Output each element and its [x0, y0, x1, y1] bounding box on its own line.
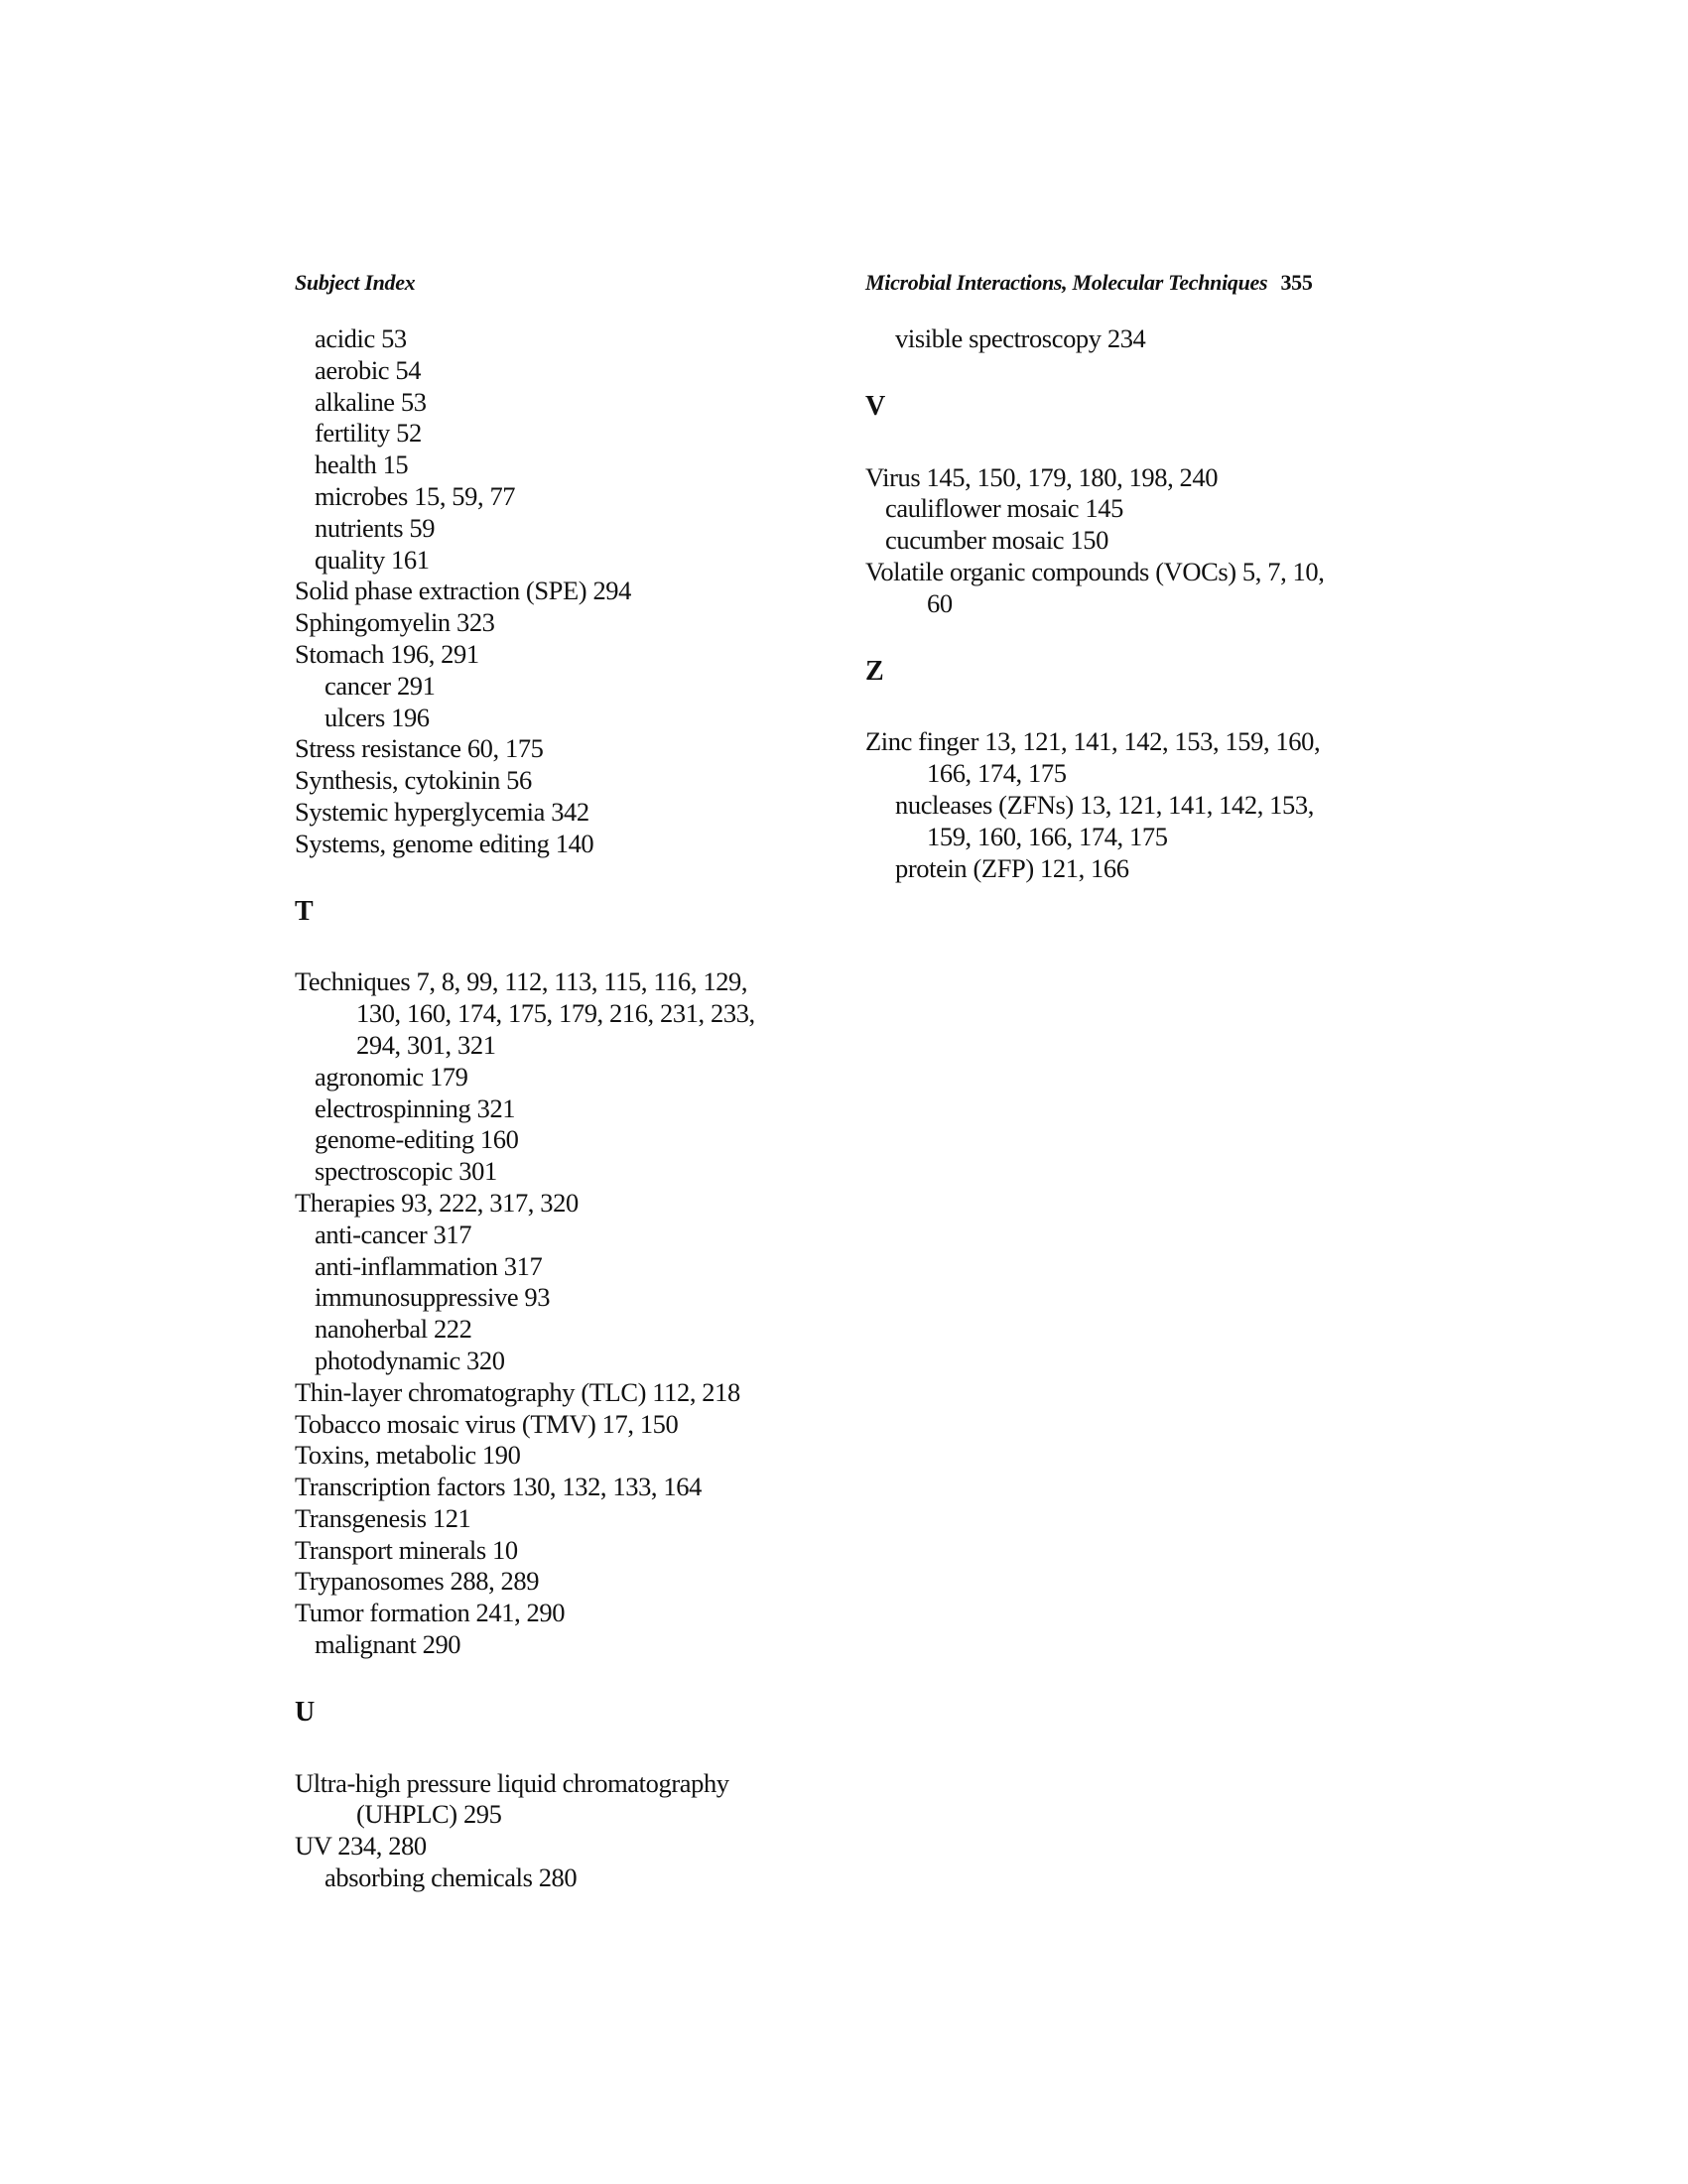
section-letter-heading: U: [295, 1696, 315, 1728]
index-subentry: malignant 290: [315, 1629, 461, 1660]
index-entry: Therapies 93, 222, 317, 320: [295, 1187, 579, 1218]
index-entry: Transport minerals 10: [295, 1534, 518, 1565]
index-entry: Techniques 7, 8, 99, 112, 113, 115, 116, 129,: [295, 966, 748, 997]
index-entry: Ultra-high pressure liquid chromatography: [295, 1767, 729, 1798]
index-subentry: cauliflower mosaic 145: [885, 493, 1123, 524]
index-entry: Virus 145, 150, 179, 180, 198, 240: [865, 461, 1219, 492]
index-entry: Tumor formation 241, 290: [295, 1598, 566, 1628]
index-subentry: agronomic 179: [315, 1061, 468, 1092]
index-entry: Transcription factors 130, 132, 133, 164: [295, 1472, 702, 1502]
index-entry-continuation: 159, 160, 166, 174, 175: [927, 821, 1168, 851]
index-entry: Volatile organic compounds (VOCs) 5, 7, 10,: [865, 556, 1325, 586]
index-entry-continuation: 130, 160, 174, 175, 179, 216, 231, 233,: [356, 998, 755, 1029]
index-subentry: quality 161: [315, 544, 430, 575]
index-entry: Stomach 196, 291: [295, 638, 479, 669]
index-subentry: spectroscopic 301: [315, 1156, 497, 1187]
index-column-left: [295, 323, 831, 1894]
index-column-right: [865, 323, 1401, 884]
index-entry: Thin-layer chromatography (TLC) 112, 218: [295, 1376, 740, 1407]
index-subentry: protein (ZFP) 121, 166: [895, 852, 1129, 883]
index-entry: Synthesis, cytokinin 56: [295, 765, 532, 796]
index-subentry: health 15: [315, 450, 409, 480]
index-entry: UV 234, 280: [295, 1831, 427, 1862]
index-entry: Trypanosomes 288, 289: [295, 1566, 540, 1597]
index-subentry: absorbing chemicals 280: [325, 1863, 578, 1893]
section-letter-heading: Z: [865, 655, 884, 687]
section-letter-heading: T: [295, 895, 314, 927]
index-entry: Stress resistance 60, 175: [295, 733, 544, 764]
index-entry: Systemic hyperglycemia 342: [295, 796, 589, 827]
section-letter-heading: V: [865, 390, 885, 422]
running-head-title: Microbial Interactions, Molecular Techniques: [865, 270, 1268, 295]
index-entry: Solid phase extraction (SPE) 294: [295, 576, 632, 606]
index-subentry: aerobic 54: [315, 354, 422, 385]
index-subentry: nutrients 59: [315, 512, 436, 543]
index-subentry: microbes 15, 59, 77: [315, 480, 516, 511]
index-subentry: anti-inflammation 317: [315, 1250, 543, 1281]
index-subentry: electrospinning 321: [315, 1092, 516, 1123]
index-entry-continuation: 294, 301, 321: [356, 1029, 496, 1060]
index-entry: Toxins, metabolic 190: [295, 1440, 521, 1471]
index-entry-continuation: 166, 174, 175: [927, 758, 1067, 789]
index-subentry: alkaline 53: [315, 386, 427, 417]
index-entry: Zinc finger 13, 121, 141, 142, 153, 159, 160,: [865, 726, 1321, 757]
index-subentry: photodynamic 320: [315, 1345, 505, 1375]
index-subentry: nucleases (ZFNs) 13, 121, 141, 142, 153,: [895, 789, 1314, 820]
index-entry: Tobacco mosaic virus (TMV) 17, 150: [295, 1408, 679, 1439]
index-subentry: immunosuppressive 93: [315, 1282, 551, 1313]
index-entry-continuation: 60: [927, 587, 953, 618]
index-subentry: genome-editing 160: [315, 1124, 519, 1155]
running-head-left: Subject Index: [295, 270, 416, 295]
index-entry: Transgenesis 121: [295, 1502, 471, 1533]
index-entry-continuation: (UHPLC) 295: [356, 1799, 502, 1830]
index-subentry: acidic 53: [315, 323, 407, 353]
running-head-right: [865, 270, 1386, 296]
page-number: 355: [1280, 270, 1313, 295]
index-subentry: nanoherbal 222: [315, 1314, 472, 1345]
index-subentry: visible spectroscopy 234: [895, 323, 1146, 353]
index-subentry: cucumber mosaic 150: [885, 525, 1108, 556]
index-subentry: anti-cancer 317: [315, 1219, 472, 1249]
index-subentry: cancer 291: [325, 670, 436, 701]
index-entry: Sphingomyelin 323: [295, 607, 495, 638]
index-entry: Systems, genome editing 140: [295, 828, 594, 858]
index-subentry: ulcers 196: [325, 702, 430, 732]
index-subentry: fertility 52: [315, 418, 422, 449]
